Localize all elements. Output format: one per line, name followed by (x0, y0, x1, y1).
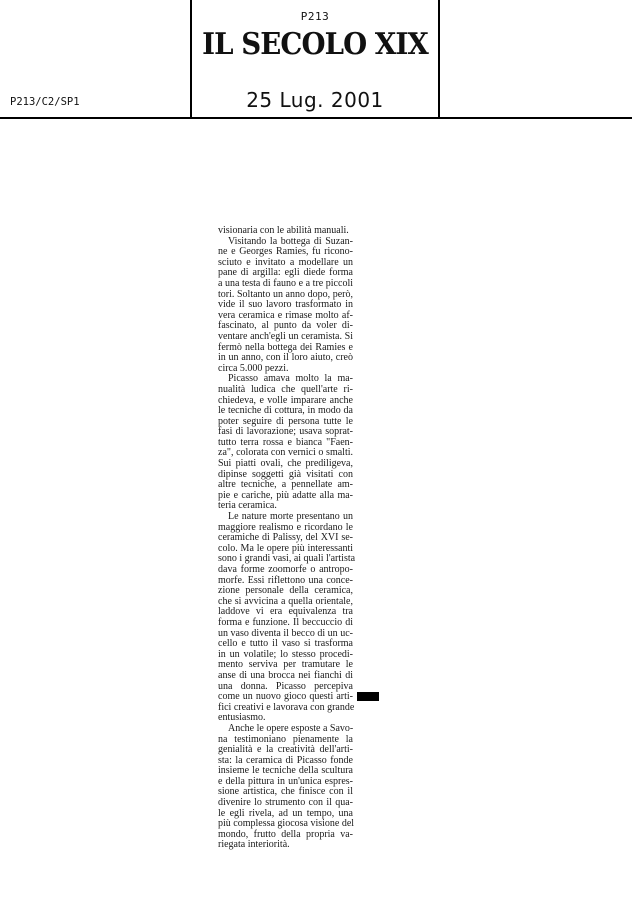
article-line: cello e tutto il vaso si trasforma (218, 638, 353, 650)
article-line: ne e Georges Ramies, fu ricono- (218, 246, 353, 258)
article-line: nualità ludica che quell'arte ri- (218, 383, 353, 395)
article-line: mento serviva per tramutare le (218, 659, 353, 671)
article-line: laddove vi era equivalenza tra (218, 606, 353, 618)
article-paragraph (218, 511, 356, 724)
article-line: Visitando la bottega di Suzan- (228, 235, 353, 247)
article-line: poter seguire di persona tutte le (218, 415, 353, 427)
article-line: altre tecniche, a pennellate am- (218, 479, 353, 491)
header-divider-right (438, 0, 440, 118)
article-line: morfe. Essi riflettono una conce- (218, 574, 353, 586)
article-line: come un nuovo gioco questi arti- (218, 691, 353, 703)
newspaper-masthead: IL SECOLO XIX (202, 27, 428, 62)
article-line: Sui piatti ovali, che prediligeva, (218, 458, 353, 470)
article-line: pane di argilla: egli diede forma (218, 267, 353, 279)
article-line: in un anno, con il loro aiuto, creò (218, 352, 353, 364)
article-line: sta: la ceramica di Picasso fonde (218, 754, 353, 766)
article-line: teria ceramica. (218, 500, 277, 512)
article-line: riegata interiorità. (218, 839, 290, 851)
article-line: a una testa di fauno e a tre piccoli (218, 277, 353, 289)
article-line: più complessa giocosa visione del (218, 818, 355, 830)
article-line: tori. Soltanto un anno dopo, però, (218, 288, 353, 300)
article-line: e della pittura in un'unica espres- (218, 775, 353, 787)
article-line: chiedeva, e volle imparare anche (218, 394, 353, 406)
article-line: colo. Ma le opere più interessanti (218, 542, 353, 554)
article-line: visionaria con le abilità manuali. (218, 225, 349, 236)
article-line: fici creativi e lavorava con grande (218, 701, 355, 713)
article-line: mondo, frutto della propria va- (218, 828, 353, 840)
article-line: genialità e la creatività dell'arti- (218, 744, 353, 756)
article-line: maggiore realismo e ricordano le (218, 521, 353, 533)
article-line: una donna. Picasso percepiva (218, 680, 353, 692)
article-line: tutto terra rossa e bianca "Faen- (218, 436, 353, 448)
article-line: fascinato, al punto da voler di- (218, 320, 353, 332)
article-line: dava forme zoomorfe o antropo- (218, 564, 353, 575)
article-paragraph (218, 226, 353, 237)
article-line: fasi di lavorazione; usava soprat- (218, 426, 353, 438)
article-line: che si avvicina a quella orientale, (218, 595, 353, 607)
article-line: sono i grandi vasi, ai quali l'artista (218, 553, 356, 565)
article-line: divenire lo strumento con il qua- (218, 797, 353, 809)
article-line: vide il suo lavoro trasformato in (218, 299, 353, 311)
article-line: Picasso amava molto la ma- (228, 373, 353, 385)
page-code-top: P213 (300, 10, 330, 23)
article-line: in un volatile; lo stesso procedi- (218, 648, 353, 660)
article-line: sciuto e invitato a modellare un (218, 256, 353, 268)
article-line: fermò nella bottega dei Ramies e (218, 341, 353, 353)
article-line: insieme le tecniche della scultura (218, 765, 353, 777)
article-line: anse di una brocca nei fianchi di (218, 669, 353, 681)
article-line: le tecniche di cottura, in modo da (218, 405, 353, 417)
article-column (218, 225, 356, 851)
article-line: pie e cariche, più adatte alla ma- (218, 489, 353, 501)
margin-marker (357, 692, 379, 701)
article-line: un vaso diventa il becco di un uc- (218, 627, 353, 639)
article-line: vera ceramica e rimase molto af- (218, 309, 353, 321)
article-line: Le nature morte presentano un (228, 511, 353, 523)
article-paragraph (218, 237, 353, 375)
article-line: sione artistica, che finisce con il (218, 786, 353, 798)
article-line: za", colorata con vernici o smalti. (218, 447, 353, 459)
article-line: circa 5.000 pezzi. (218, 362, 289, 374)
article-line: forma e funzione. Il beccuccio di (218, 616, 353, 628)
article-line: entusiasmo. (218, 712, 266, 724)
article-line: dipinse soggetti già visitati con (218, 468, 353, 480)
article-line: ceramiche di Palissy, del XVI se- (218, 532, 353, 544)
article-line: na testimoniano pienamente la (218, 733, 353, 745)
header-rule (0, 117, 632, 119)
page-code-left: P213/C2/SP1 (10, 96, 80, 108)
article-paragraph (218, 724, 353, 851)
article-paragraph (218, 374, 353, 512)
article-line: ventare anch'egli un ceramista. Si (218, 330, 353, 342)
publication-date: 25 Lug. 2001 (246, 88, 384, 112)
article-line: Anche le opere esposte a Savo- (228, 722, 354, 734)
article-line: zione personale della ceramica, (218, 585, 353, 597)
article-line: le egli rivela, ad un tempo, una (218, 807, 353, 819)
